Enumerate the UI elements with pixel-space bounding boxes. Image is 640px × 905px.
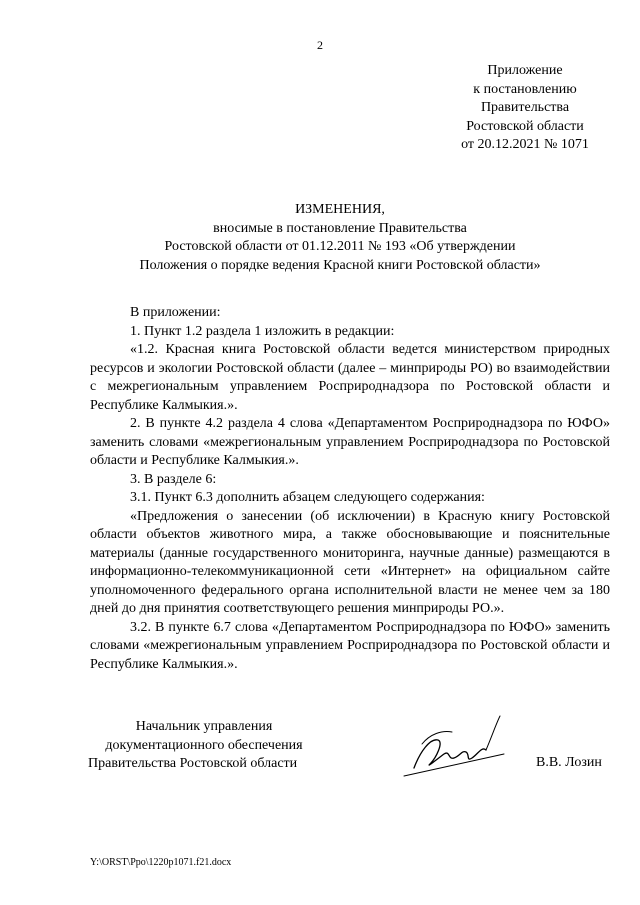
- signatory-name: В.В. Лозин: [536, 755, 602, 770]
- title-heading: ИЗМЕНЕНИЯ,: [295, 202, 385, 217]
- body-paragraph: 3.1. Пункт 6.3 дополнить абзацем следующего содержания:: [130, 490, 485, 505]
- body-paragraph: 2. В пункте 4.2 раздела 4 слова «Департаментом Росприроднадзора по ЮФО» заменить словами «межрегиональным управлением Росприроднадзора по Ростовской области и Республике Калмыкия.».: [90, 416, 610, 468]
- body-paragraph: 3. В разделе 6:: [130, 471, 217, 487]
- signatory-position: [88, 718, 320, 774]
- signatory-position-line: Начальник управления: [135, 719, 273, 734]
- document-body: [90, 304, 610, 674]
- appendix-line: от 20.12.2021 № 1071: [461, 137, 589, 152]
- body-paragraph: 3.2. В пункте 6.7 слова «Департаментом Росприроднадзора по ЮФО» заменить словами «межрегиональным управлением Росприроднадзора по Ростовской области и Республике Калмыкия.».: [90, 619, 610, 672]
- signatory-position-line: документационного обеспечения: [105, 737, 303, 753]
- body-paragraph: 1. Пункт 1.2 раздела 1 изложить в редакции:: [130, 323, 395, 339]
- appendix-line: Правительства: [480, 100, 570, 115]
- title-line: Ростовской области от 01.12.2011 № 193 «Об утверждении: [164, 239, 516, 254]
- appendix-line: Приложение: [487, 63, 563, 78]
- appendix-header: [440, 62, 610, 155]
- appendix-line: Ростовской области: [466, 118, 584, 134]
- file-path: Y:\ORST\Ppo\1220p1071.f21.docx: [90, 857, 232, 868]
- page-number: 2: [317, 38, 323, 52]
- appendix-line: к постановлению: [473, 81, 577, 97]
- body-paragraph: В приложении:: [130, 305, 221, 320]
- handwritten-signature: [400, 714, 510, 784]
- signatory-position-line: Правительства Ростовской области: [88, 756, 298, 771]
- body-paragraph: «1.2. Красная книга Ростовской области ведется министерством природных ресурсов и экологии Ростовской области (далее – минприроды РО) во взаимодействии с межрегиональным управлением Росприроднадзора по Ростовской области и Республике Калмыкия.».: [90, 342, 610, 413]
- document-title: [60, 201, 620, 275]
- title-line: вносимые в постановление Правительства: [213, 220, 467, 236]
- body-paragraph: «Предложения о занесении (об исключении) в Красную книгу Ростовской области объектов животного мира, а также обосновывающие и пояснительные материалы (данные государственного мониторинга, научные данные) размещаются в информационно-телекоммуникационной сети «Интернет» на официальном сайте уполномоченного федерального органа исполнительной власти не менее чем за 180 дней до дня принятия соответствующего решения минприроды РО.».: [90, 508, 610, 616]
- title-line: Положения о порядке ведения Красной книги Ростовской области»: [139, 257, 541, 273]
